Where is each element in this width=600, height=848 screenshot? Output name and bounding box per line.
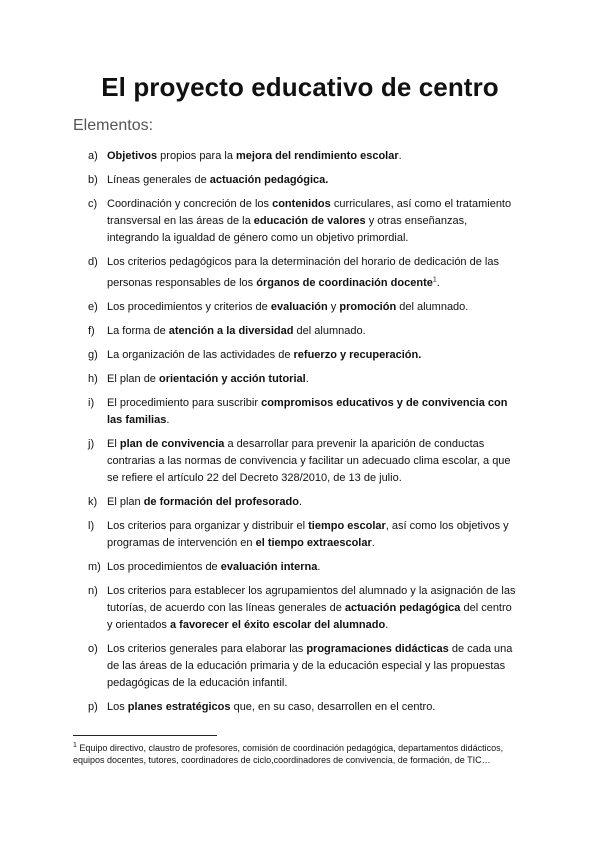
text-run: . (317, 560, 321, 573)
list-item (88, 371, 520, 388)
emphasis-text: órganos de coordinación docente (256, 276, 433, 289)
text-run: Los criterios para establecer los agrupamientos del alumnado y la asignación de las tutorías, de acuerdo con las líneas generales de (107, 584, 516, 614)
text-run: y (327, 300, 340, 313)
footnote-reference: 1 (432, 276, 437, 283)
list-item-text (107, 198, 511, 244)
text-run: Los criterios para organizar y distribuir el (107, 519, 309, 532)
text-run: propios para la (157, 150, 237, 162)
text-run: Líneas generales de (107, 174, 210, 186)
list-item-text (107, 256, 499, 289)
list-marker: e) (88, 300, 98, 313)
text-run: . (436, 276, 440, 289)
emphasis-text: actuación pedagógica. (209, 174, 329, 186)
list-item-text (107, 643, 512, 689)
list-marker: d) (88, 256, 98, 268)
text-run: El (107, 437, 120, 450)
section-subtitle: Elementos: (73, 117, 154, 134)
list-item-text (107, 325, 366, 337)
text-run: de cada una de las áreas de la educación primaria y de la educación especial y las propuestas pedagógicas de la educación infantil. (107, 642, 513, 689)
emphasis-text: plan de convivencia (119, 437, 225, 450)
list-item (88, 583, 520, 634)
emphasis-text: planes estratégicos (127, 700, 231, 713)
list-item (88, 196, 520, 247)
list-marker: m) (88, 560, 101, 573)
text-run: a desarrollar para prevenir la aparición de conductas contrarias a las normas de convivencia y facilitar un adecuado clima escolar, a que se refiere el artículo 22 del Decreto 328/2010, de 13 de julio. (107, 437, 511, 484)
text-run: La forma de (107, 324, 169, 337)
list-marker: i) (88, 396, 95, 409)
emphasis-text: programaciones didácticas (306, 642, 449, 655)
list-item-text (107, 701, 435, 713)
emphasis-text: de formación del profesorado (143, 495, 299, 508)
list-item (88, 347, 520, 364)
text-run: La organización de las actividades de (107, 348, 294, 361)
list-item (88, 148, 520, 165)
emphasis-text: el tiempo extraescolar (255, 536, 372, 549)
text-run: curriculares, así como el tratamiento transversal en las áreas de la (107, 198, 512, 227)
list-item (88, 172, 520, 189)
list-marker: c) (88, 198, 98, 210)
text-run: . (398, 150, 402, 162)
list-item (88, 436, 520, 487)
text-run: . (385, 618, 389, 631)
list-item (88, 559, 520, 576)
text-run: . (305, 372, 309, 385)
footnote-marker: 1 (73, 742, 77, 749)
text-run: Los criterios generales para elaborar las (107, 642, 307, 655)
emphasis-text: promoción (339, 300, 397, 313)
list-marker: l) (88, 519, 95, 532)
text-run: del alumnado. (396, 300, 469, 313)
text-run: Los procedimientos de (107, 560, 221, 573)
list-marker: h) (88, 372, 98, 385)
list-item (88, 641, 520, 692)
list-item-text (107, 561, 320, 573)
emphasis-text: orientación y acción tutorial (158, 372, 306, 385)
list-marker: f) (88, 324, 95, 337)
text-run: Los procedimientos y criterios de (107, 300, 271, 313)
list-item-text (107, 585, 515, 631)
text-run: Coordinación y concreción de los (107, 198, 273, 210)
list-item (88, 254, 520, 292)
list-item-text (107, 174, 328, 186)
footnote (73, 740, 528, 766)
text-run: y otras enseñanzas, integrando la igualdad de género como un objetivo primordial. (107, 215, 468, 244)
list-item-text (107, 150, 402, 162)
list-marker: p) (88, 700, 98, 713)
emphasis-text: refuerzo y recuperación. (293, 348, 422, 361)
list-item (88, 699, 520, 716)
list-item-text (107, 520, 509, 549)
list-marker: k) (88, 495, 98, 508)
emphasis-text: actuación pedagógica (344, 601, 461, 614)
list-marker: j) (88, 437, 95, 450)
emphasis-text: contenidos (272, 198, 331, 210)
emphasis-text: a favorecer el éxito escolar del alumnado (169, 618, 386, 631)
text-run: del centro y orientados (107, 601, 512, 631)
text-run: El plan de (107, 372, 159, 385)
text-run: Los (107, 700, 128, 713)
elements-list (88, 148, 520, 723)
text-run: . (371, 536, 375, 549)
emphasis-text: evaluación interna (220, 560, 318, 573)
list-marker: a) (88, 150, 98, 162)
text-run: . (166, 413, 170, 426)
emphasis-text: Objetivos (107, 150, 158, 162)
text-run: que, en su caso, desarrollen en el centro. (230, 700, 436, 713)
text-run: del alumnado. (293, 324, 366, 337)
list-marker: g) (88, 348, 98, 361)
emphasis-text: tiempo escolar (308, 519, 386, 532)
text-run: Los criterios pedagógicos para la determinación del horario de dedicación de las personas responsables de los (107, 256, 499, 289)
text-run: , así como los objetivos y programas de intervención en (107, 519, 509, 549)
list-item (88, 299, 520, 316)
list-item (88, 494, 520, 511)
list-item-text (107, 438, 511, 484)
list-item-text (107, 373, 309, 385)
list-item-text (107, 301, 468, 313)
text-run: El procedimiento para suscribir (107, 396, 262, 409)
list-marker: n) (88, 584, 98, 597)
page-title: El proyecto educativo de centro (101, 72, 499, 102)
list-item-text (107, 397, 507, 426)
footnote-separator (73, 735, 217, 736)
list-marker: b) (88, 174, 98, 186)
list-item-text (107, 496, 302, 508)
list-item (88, 518, 520, 552)
list-marker: o) (88, 642, 98, 655)
emphasis-text: evaluación (270, 300, 328, 313)
text-run: El plan (107, 495, 144, 508)
list-item (88, 323, 520, 340)
emphasis-text: mejora del rendimiento escolar (236, 150, 399, 162)
emphasis-text: atención a la diversidad (168, 324, 294, 337)
footnote-text: Equipo directivo, claustro de profesores, comisión de coordinación pedagógica, departamentos didácticos, equipos docentes, tutores, coordinadores de ciclo,coordinadores de convivencia, de formación, de TIC… (73, 743, 504, 765)
emphasis-text: educación de valores (253, 215, 366, 227)
list-item-text (107, 349, 421, 361)
list-item (88, 395, 520, 429)
text-run: . (298, 495, 303, 508)
emphasis-text: compromisos educativos y de convivencia con las familias (107, 396, 508, 426)
